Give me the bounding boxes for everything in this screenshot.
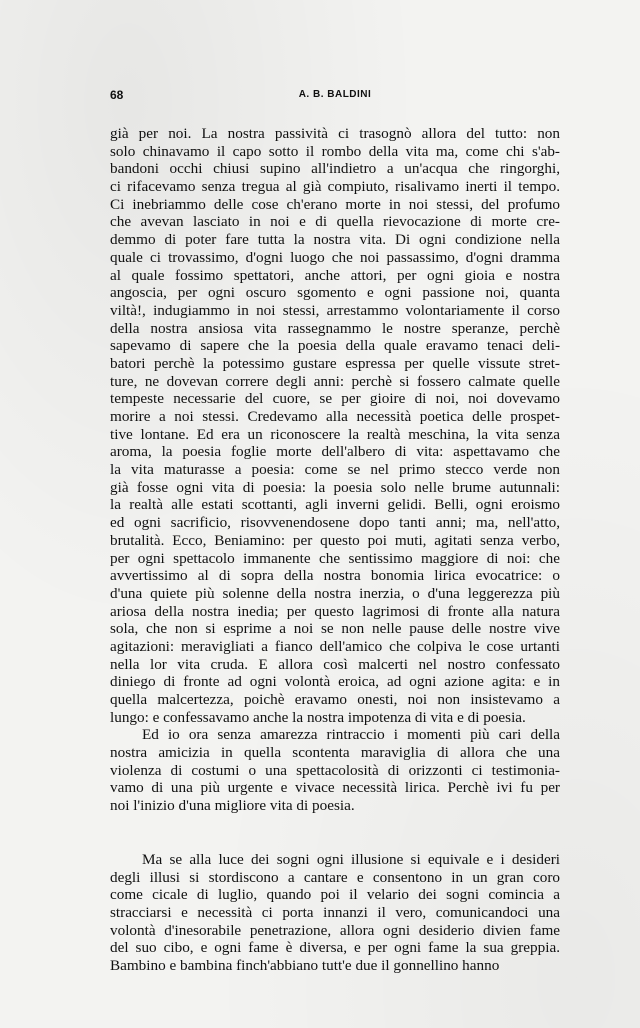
text-line: stracciarsi e necessità ci porta innanzi il vero, comunicandoci una [110, 903, 560, 921]
text-line: degli illusi si stordiscono a cantare e consentono in un gran coro [110, 868, 560, 886]
text-line: noi l'inizio d'una migliore vita di poesia. [110, 797, 355, 815]
text-line: angoscia, per ogni oscuro sgomento e ogni passione noi, quanta [110, 284, 560, 302]
text-line: ed ogni sacrificio, risovvenendosene dopo tanti anni; ma, nell'atto, [110, 514, 560, 532]
text-line: avvertissimo al di sopra della nostra bonomia lirica evocatrice: o [110, 567, 560, 585]
text-line: brutalità. Ecco, Beniamino: per questo poi muti, agitati senza verbo, [110, 531, 560, 549]
paragraph [110, 726, 560, 814]
text-line: volontà d'inesorabile penetrazione, allora ogni desiderio divien fame [110, 921, 560, 939]
text-line: al quale fossimo spettatori, anche attori, per ogni gioia e nostra [110, 266, 560, 284]
text-line: per ogni spettacolo immanente che sentissimo maggiore di noi: che [110, 549, 560, 567]
text-line: viltà!, indugiammo in noi stessi, arrestammo volontariamente il corso [110, 301, 560, 319]
text-line: la vita maturasse a poesia: come se nel primo stecco verde non [110, 461, 560, 479]
text-line: d'una quiete più solenne della nostra inerzia, o d'una leggerezza più [110, 584, 560, 602]
text-line: sola, che non si esprime a noi se non nelle pause delle nostre vive [110, 620, 560, 638]
text-line: solo chinavamo il capo sotto il rombo della vita ma, come chi s'ab- [110, 142, 560, 160]
text-line: agitazioni: meravigliati a fianco dell'amico che colpiva le cose urtanti [110, 637, 560, 655]
text-line: Ci inebriammo delle cose ch'erano morte in noi stessi, del profumo [110, 195, 560, 213]
text-line: ture, ne dovevan correre degli anni: perchè si fossero calmate quelle [110, 372, 560, 390]
text-line: diniego di fronte ad ogni volontà eroica, ad ogni azione agita: e in [110, 673, 560, 691]
text-line: quale ci trovassimo, d'ogni luogo che noi passassimo, d'ogni dramma [110, 248, 560, 266]
text-line: batori perchè la potessimo gustare espressa per quelle vissute stret- [110, 354, 560, 372]
running-head: A. B. BALDINI [298, 89, 372, 100]
text-line: sapevamo di sapere che la poesia della quale eravamo tenaci deli- [110, 337, 560, 355]
text-line: demmo di poter fare tutta la nostra vita. Di ogni condizione nella [110, 231, 560, 249]
text-line: violenza di costumi o una spettacolosità di orizzonti ci testimonia- [110, 761, 560, 779]
text-line: lungo: e confessavamo anche la nostra impotenza di vita e di poesia. [110, 708, 526, 726]
text-line: ariosa della nostra inedia; per questo lagrimosi di fronte alla natura [110, 602, 560, 620]
text-line: quella malcertezza, poichè eravamo onesti, noi non insistevamo a [110, 691, 560, 708]
text-line: che avevan lasciato in noi e di quella rievocazione di morte cre- [110, 213, 560, 231]
text-line: della nostra ansiosa vita rassegnammo le nostre speranze, perchè [110, 319, 560, 337]
text-line: del suo cibo, e ogni fame è diversa, e per ogni fame la sua greppia. [110, 939, 560, 957]
text-line: tempeste necessarie del cuore, se per gioire di noi, noi dovevamo [110, 390, 560, 408]
text-line: Ma se alla luce dei sogni ogni illusione si equivale e i desideri [142, 850, 560, 868]
text-line: ci rifacevamo senza tregua al già compiuto, risalivamo inerti il tempo. [110, 178, 560, 196]
text-line: morire a noi stessi. Credevamo alla necessità poetica delle prospet- [110, 408, 560, 425]
text-line: aroma, la poesia foglie morte dell'albero di vita: aspettavamo che [110, 443, 560, 461]
text-line: Ed io ora senza amarezza rintraccio i momenti più cari della [142, 726, 560, 744]
text-line: nostra amicizia in quella scontenta maraviglia di allora che una [110, 744, 560, 762]
text-line: già fosse ogni vita di poesia: la poesia solo nelle brume autunnali: [110, 478, 560, 496]
text-line: come cicale di luglio, quando poi il velario dei sogni comincia a [110, 886, 560, 904]
paragraph-gap [110, 815, 560, 851]
text-line: la realtà alle estati scottanti, agli inverni gelidi. Belli, ogni eroismo [110, 496, 560, 514]
paragraph [110, 125, 560, 726]
page-header [110, 88, 560, 106]
page-number: 68 [110, 88, 124, 102]
text-line: già per noi. La nostra passività ci trasognò allora del tutto: non [110, 125, 560, 142]
text-line: nella lor vita cruda. E allora così malcerti nel nostro confessato [110, 655, 560, 673]
paragraph [110, 851, 560, 975]
text-line: Bambino e bambina finch'abbiano tutt'e due il gonnellino hanno [110, 956, 500, 974]
body-text [110, 125, 560, 975]
text-line: vamo di una più urgente e vivace necessità lirica. Perchè ivi fu per [110, 779, 560, 797]
text-line: bandoni occhi chiusi supino all'indietro a un'acqua che ringorghi, [110, 160, 560, 178]
text-line: tive lontane. Ed era un riconoscere la realtà meschina, la vita senza [110, 425, 560, 443]
